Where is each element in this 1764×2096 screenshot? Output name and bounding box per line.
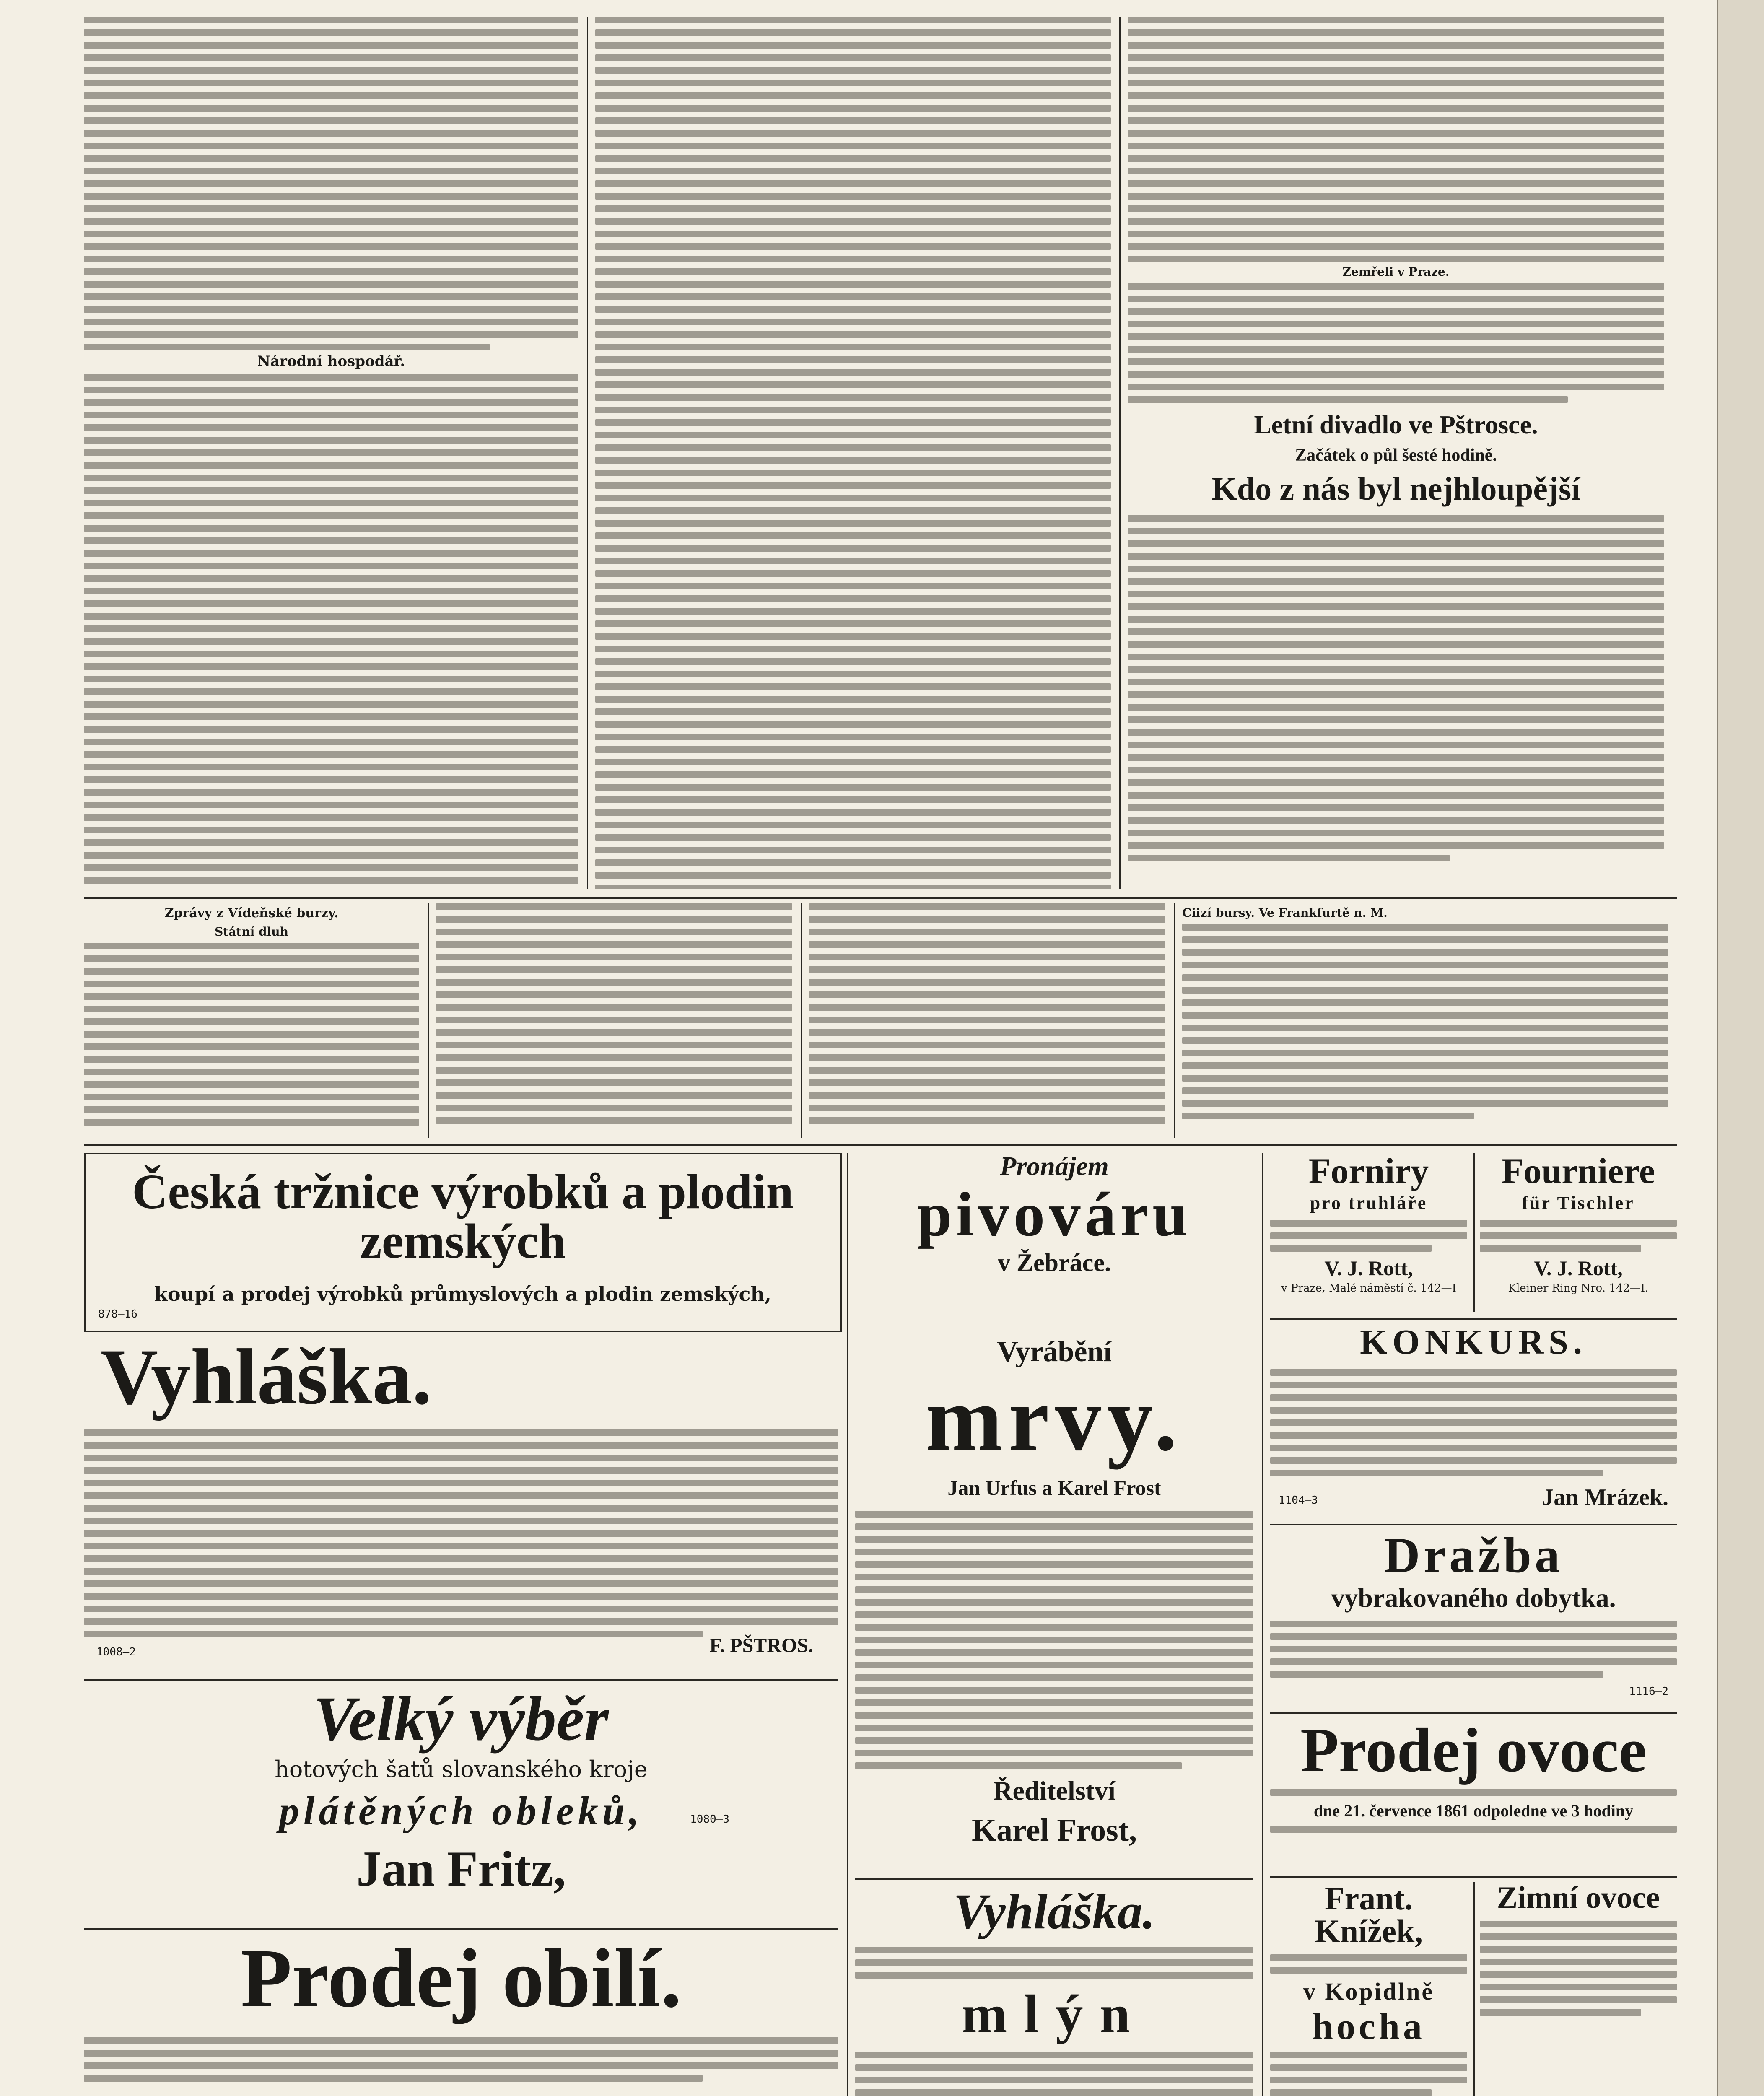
ad-subline: für Tischler (1522, 1193, 1635, 1213)
ad-headline: Prodej obilí. (241, 1937, 682, 2025)
table-3 (809, 903, 1165, 1138)
ad-headline: pivováru (917, 1180, 1192, 1249)
column-3 (1128, 17, 1664, 889)
ad-subline: hotových šatů slovanského kroje (275, 1756, 648, 1782)
ad-subline: koupí a prodej výrobků průmyslových a plodin zemských, (154, 1283, 771, 1305)
ad-forniry (1270, 1153, 1467, 1312)
ad-name: Jan Fritz, (356, 1841, 566, 1896)
ad-headline: Forniry (1308, 1153, 1429, 1191)
ad-code: 1008—2 (96, 1646, 136, 1658)
ad-headline-2: hocha (1312, 2006, 1426, 2047)
ad-kicker: Vyrábění (997, 1337, 1112, 1368)
table-2 (436, 903, 792, 1138)
column-2 (595, 17, 1111, 889)
ad-headline: Dražba (1384, 1530, 1563, 1583)
ad-subline: v Žebráce. (998, 1249, 1111, 1276)
theatre-title: Letní divadlo ve Pštrosce. (1254, 411, 1538, 439)
ad-address: v Praze, Malé náměstí č. 142—I (1281, 1282, 1456, 1294)
ad-mrvy (855, 1337, 1253, 1874)
ad-name: Jan Urfus a Karel Frost (947, 1476, 1161, 1499)
ad-sign: V. J. Rott, (1534, 1256, 1623, 1280)
column-1 (84, 17, 578, 889)
ad-subline: pro truhláře (1310, 1193, 1428, 1213)
center-right-ads (855, 1153, 1253, 1333)
ad-sign: V. J. Rott, (1324, 1256, 1413, 1280)
ad-headline: Fourniere (1501, 1153, 1655, 1191)
table-1 (84, 903, 419, 1138)
ad-headline: Vyhláška. (953, 1886, 1155, 1939)
ad-knizek (1270, 1882, 1467, 2096)
ad-headline-2: plátěných obleků, (279, 1788, 643, 1833)
article-text (1128, 515, 1664, 861)
table-title: Ciizí bursy. Ve Frankfurtě n. M. (1182, 906, 1388, 920)
ad-date: dne 21. července 1861 odpoledne ve 3 hodiny (1313, 1801, 1634, 1820)
ad-sign-1: Ředitelství (993, 1776, 1115, 1805)
ad-headline: Prodej ovoce (1300, 1719, 1647, 1785)
ad-sign-2: Karel Frost, (972, 1813, 1137, 1848)
ad-signature: F. PŠTROS. (709, 1634, 813, 1657)
ad-headline: mrvy. (926, 1367, 1183, 1470)
section-title: Zemřeli v Praze. (1342, 265, 1450, 279)
ad-zimni-ovoce (1480, 1882, 1677, 2096)
ad-headline-2: mlýn (962, 1984, 1147, 2044)
ad-konkurs (1270, 1325, 1677, 1518)
ad-headline: Vyhláška. (101, 1337, 432, 1421)
theatre-start: Začátek o půl šesté hodině. (1295, 446, 1497, 465)
stock-tables (84, 903, 1677, 1138)
table-title: Zprávy z Vídeňské burzy. (164, 906, 339, 921)
ad-code: 1104—3 (1279, 1494, 1318, 1507)
theatre-play: Kdo z nás byl nejhloupější (1211, 470, 1580, 507)
article-text (595, 17, 1111, 889)
article-text (84, 17, 578, 350)
ad-velky-vyber (84, 1687, 838, 1922)
ad-code: 1116—2 (1629, 1685, 1668, 1698)
theatre-notice (1128, 412, 1664, 505)
table-subtitle: Státní dluh (215, 925, 288, 939)
section-title: Národní hospodář. (257, 353, 405, 370)
ad-headline: Frant. Knížek, (1315, 1882, 1423, 1949)
ad-drazba (1270, 1530, 1677, 1706)
ad-headline: KONKURS. (1360, 1325, 1587, 1362)
ad-code: 878—16 (98, 1308, 137, 1320)
article-text (1128, 17, 1664, 262)
page-edge (1717, 0, 1764, 2096)
newspaper-page (84, 17, 1677, 2096)
ad-headline: Velký výběr (314, 1687, 609, 1754)
ad-fourniere (1480, 1153, 1677, 1312)
ad-prodej-obili (84, 1937, 838, 2096)
table-4 (1182, 903, 1668, 1138)
ad-address: Kleiner Ring Nro. 142—I. (1508, 1282, 1649, 1294)
ad-code: 1080—3 (690, 1813, 729, 1826)
ad-mlyn (855, 1886, 1253, 2096)
ad-headline: Zimní ovoce (1497, 1882, 1660, 1915)
ad-kicker: Pronájem (1000, 1153, 1109, 1181)
ad-place: v Kopidlně (1303, 1978, 1435, 2005)
article-text (84, 374, 578, 889)
ad-headline: Česká tržnice výrobků a plodin zemských (132, 1164, 794, 1268)
ad-vyhlaska (84, 1337, 838, 1673)
ad-trznice (84, 1153, 842, 1332)
article-text (1128, 283, 1664, 403)
ad-subline: vybrakovaného dobytka. (1331, 1583, 1616, 1613)
ad-sign: Jan Mrázek. (1542, 1484, 1668, 1510)
ad-prodej-ovoce (1270, 1719, 1677, 1870)
right-ads (1270, 1153, 1677, 2096)
